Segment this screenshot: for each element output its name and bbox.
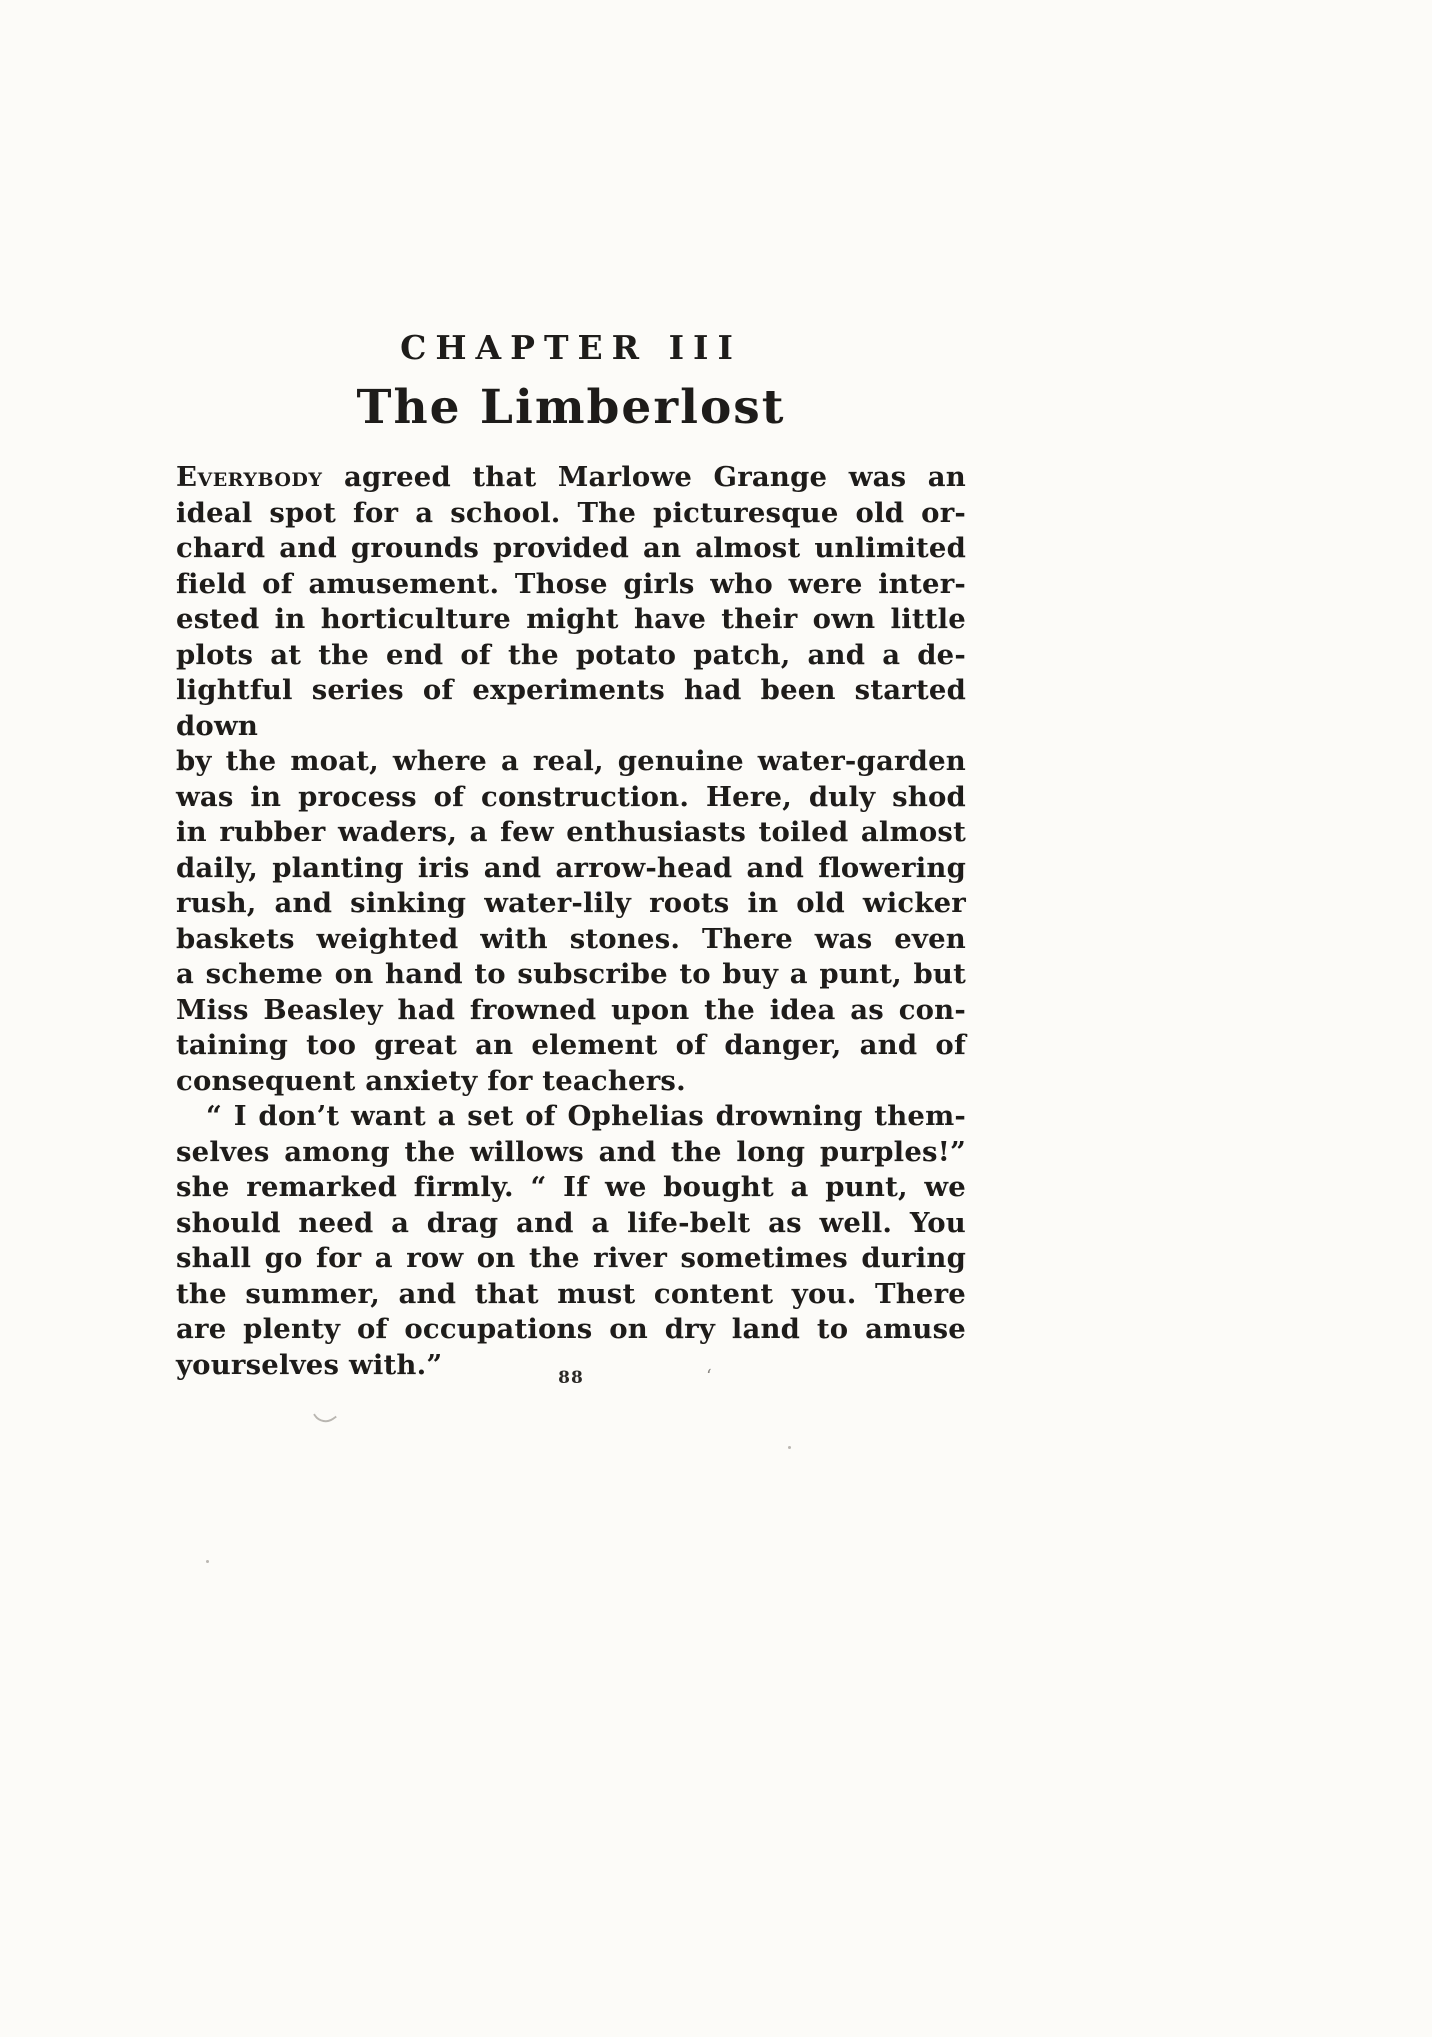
body-text <box>176 460 966 1383</box>
scan-artifact-dot <box>788 1446 791 1449</box>
text-line: rush, and sinking water-lily roots in old wicker <box>176 887 966 919</box>
text-line: Everybody agreed that Marlowe Grange was an <box>176 461 966 493</box>
text-line: she remarked firmly. “ If we bought a punt, we <box>176 1171 966 1203</box>
text-line: taining too great an element of danger, and of <box>176 1029 966 1061</box>
text-line: chard and grounds provided an almost unlimited <box>176 532 966 564</box>
text-line: baskets weighted with stones. There was even <box>176 922 966 955</box>
text-line: selves among the willows and the long purples!” <box>176 1135 966 1168</box>
chapter-title: The Limberlost <box>356 380 786 435</box>
scan-artifact-dot <box>206 1560 209 1563</box>
text-line: in rubber waders, a few enthusiasts toiled almost <box>176 816 966 848</box>
scan-artifact-squiggle <box>313 1404 337 1427</box>
chapter-heading: CHAPTER III <box>400 328 742 367</box>
text-line: consequent anxiety for teachers. <box>176 1064 686 1097</box>
scan-artifact-quote-mark: ‘ <box>706 1366 712 1387</box>
text-line: lightful series of experiments had been started down <box>176 674 966 742</box>
text-line: “ I don’t want a set of Ophelias drowning them- <box>206 1100 966 1132</box>
text-line: daily, planting iris and arrow-head and flowering <box>176 851 966 884</box>
paragraph <box>176 1099 966 1383</box>
text-line: the summer, and that must content you. There <box>176 1277 966 1310</box>
text-line: by the moat, where a real, genuine water-garden <box>176 745 966 777</box>
text-line: are plenty of occupations on dry land to amuse <box>176 1313 966 1345</box>
text-line: plots at the end of the potato patch, and a de- <box>176 638 966 671</box>
page-number: 88 <box>558 1368 584 1388</box>
paragraph <box>176 460 966 1099</box>
text-column <box>176 0 966 1383</box>
text-line: a scheme on hand to subscribe to buy a punt, but <box>176 958 966 990</box>
lead-word-smallcaps: Everybody <box>176 461 323 493</box>
text-line: field of amusement. Those girls who were inter- <box>176 567 966 600</box>
text-line: ideal spot for a school. The picturesque old or- <box>176 496 966 529</box>
text-line: Miss Beasley had frowned upon the idea as con- <box>176 993 966 1026</box>
text-line: yourselves with.” <box>176 1348 443 1381</box>
text-line: should need a drag and a life-belt as well. You <box>176 1206 966 1239</box>
text-line: ested in horticulture might have their own little <box>176 603 966 635</box>
text-line: was in process of construction. Here, duly shod <box>176 780 966 813</box>
text-line: shall go for a row on the river sometimes during <box>176 1242 966 1274</box>
